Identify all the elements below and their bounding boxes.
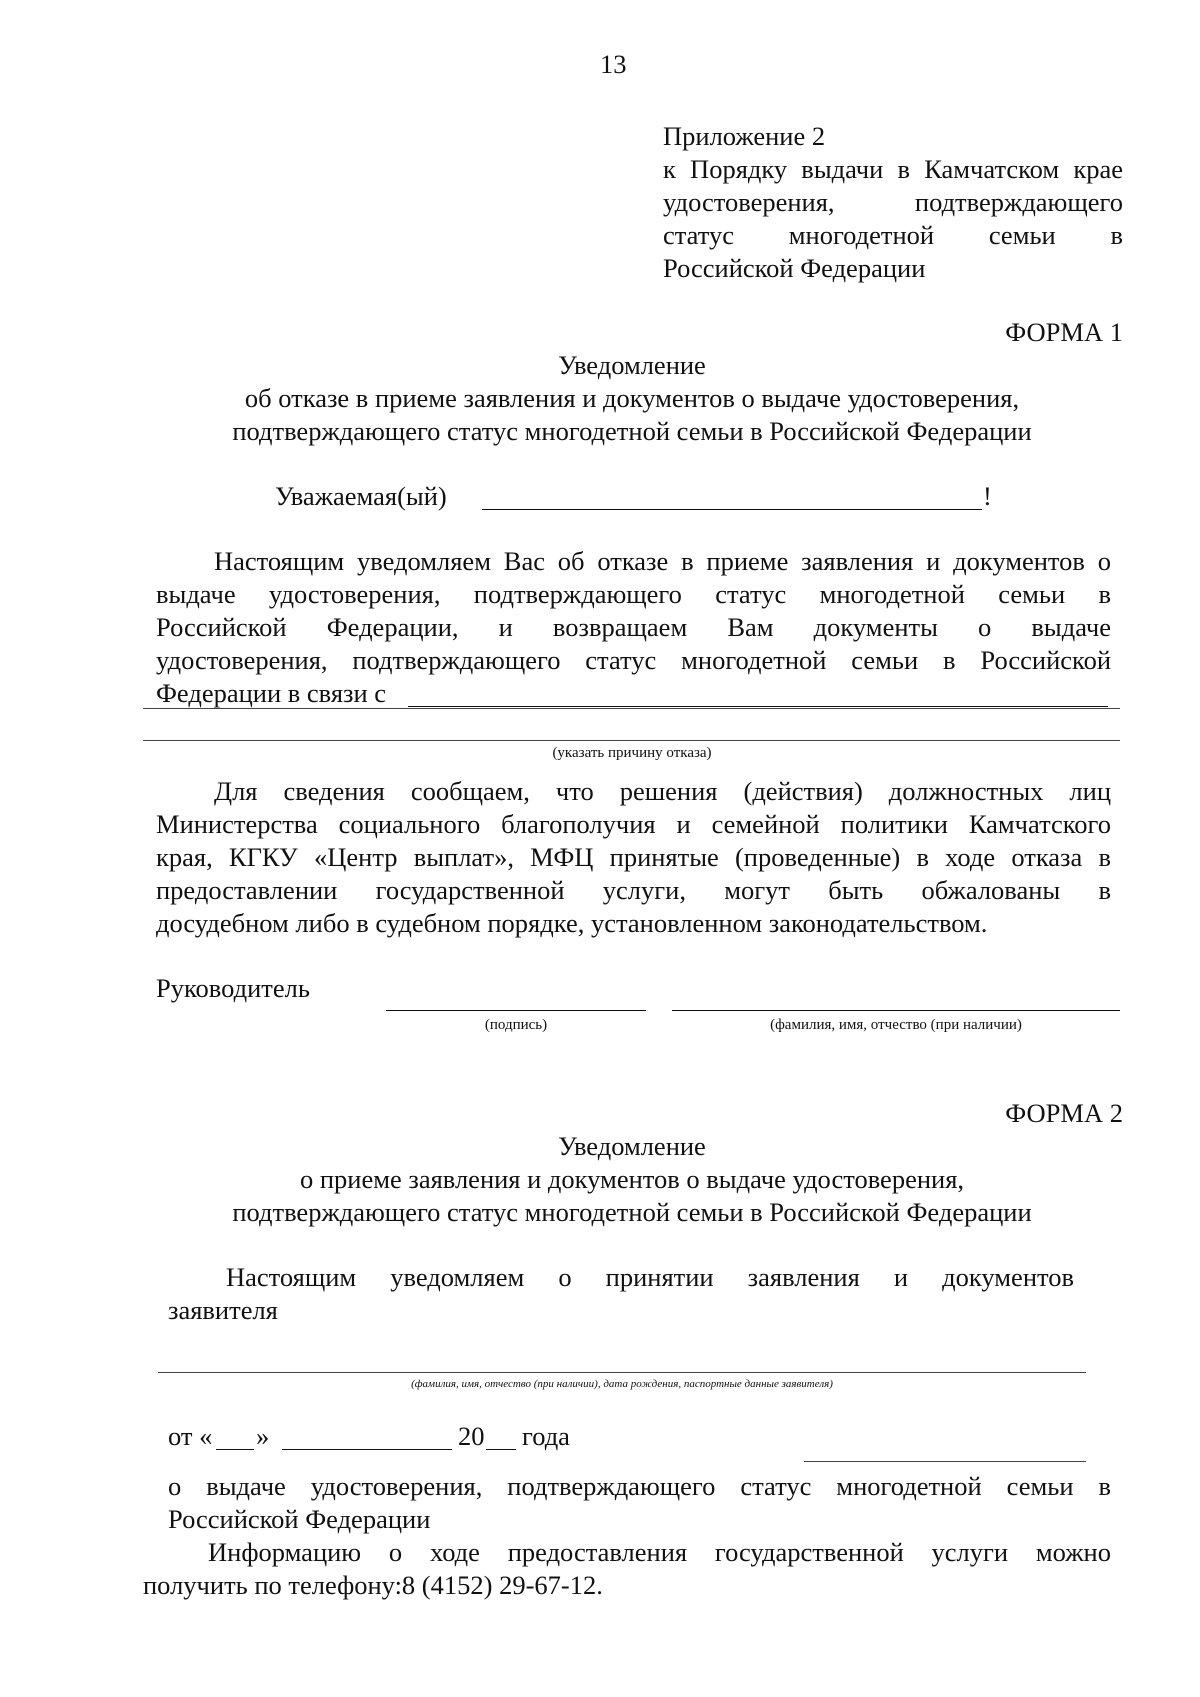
form1-subtitle-2: подтверждающего статус многодетной семьи в Российской Федерации: [232, 416, 1032, 446]
appendix-line-1: к Порядку выдачи в Камчатском крае: [663, 154, 1123, 184]
appendix-title: Приложение 2: [663, 121, 826, 151]
page-number: 13: [600, 49, 627, 79]
greeting-exclamation: !: [983, 481, 992, 511]
head-name-line: [672, 1010, 1120, 1011]
form1-para1-line4: удостоверения, подтверждающего статус многодетной семьи в Российской: [156, 645, 1111, 675]
form2-info-line2: получить по телефону:8 (4152) 29-67-12.: [143, 1570, 603, 1600]
form1-subtitle-1: об отказе в приеме заявления и документов о выдаче удостоверения,: [244, 383, 1020, 413]
form1-para1-line3: Российской Федерации, и возвращаем Вам документы о выдаче: [156, 612, 1111, 642]
form2-info-line1: Информацию о ходе предоставления государственной услуги можно: [208, 1537, 1111, 1567]
appendix-line-3: статус многодетной семьи в: [663, 220, 1123, 250]
registrar-line: [804, 1461, 1086, 1462]
applicant-caption: (фамилия, имя, отчество (при наличии), дата рождения, паспортные данные заявителя): [411, 1378, 833, 1390]
date-year-prefix: 20: [458, 1421, 485, 1451]
form2-subtitle-1: о приеме заявления и документов о выдаче удостоверения,: [299, 1164, 965, 1194]
greeting-label: Уважаемая(ый): [275, 481, 447, 511]
form1-para1-line1: Настоящим уведомляем Вас об отказе в приеме заявления и документов о: [214, 546, 1111, 576]
form1-para2-line3: края, КГКУ «Центр выплат», МФЦ принятые (проведенные) в ходе отказа в: [156, 842, 1111, 872]
appendix-line-4: Российской Федерации: [663, 253, 926, 283]
reason-rule-2: [143, 740, 1120, 741]
appendix-line-2: удостоверения, подтверждающего: [663, 187, 1123, 217]
form1-para2-line5: досудебном либо в судебном порядке, установленном законодательством.: [156, 908, 988, 938]
form2-label: ФОРМА 2: [1005, 1098, 1123, 1128]
form1-para2-line1: Для сведения сообщаем, что решения (действия) должностных лиц: [214, 776, 1111, 806]
form2-subtitle-2: подтверждающего статус многодетной семьи в Российской Федерации: [232, 1197, 1032, 1227]
form1-para2-line2: Министерства социального благополучия и семейной политики Камчатского: [156, 809, 1111, 839]
form2-intro-line2: заявителя: [168, 1295, 278, 1325]
form1-para1-line5: Федерации в связи с: [156, 678, 387, 708]
form1-para1-line2: выдаче удостоверения, подтверждающего статус многодетной семьи в: [156, 579, 1111, 609]
date-month-line: [282, 1449, 452, 1450]
form2-para1-line2: Российской Федерации: [168, 1504, 431, 1534]
form1-para2-line4: предоставлении государственной услуги, могут быть обжалованы в: [156, 875, 1111, 905]
date-year-line: [486, 1449, 516, 1450]
signature-line: [386, 1010, 646, 1011]
reason-line-1: [408, 706, 1108, 707]
date-day-line: [216, 1449, 254, 1450]
date-suffix: года: [522, 1421, 570, 1451]
form2-intro-line1: Настоящим уведомляем о принятии заявления и документов: [226, 1262, 1074, 1292]
head-label: Руководитель: [156, 973, 310, 1003]
head-name-caption: (фамилия, имя, отчество (при наличии): [770, 1017, 1022, 1033]
date-mid: »: [256, 1421, 270, 1451]
form2-title: Уведомление: [558, 1131, 706, 1161]
recipient-name-line: [482, 509, 982, 510]
reason-rule-1: [143, 708, 1120, 709]
reason-caption: (указать причину отказа): [552, 745, 712, 761]
applicant-data-line: [158, 1372, 1086, 1373]
signature-caption: (подпись): [484, 1017, 548, 1033]
date-prefix: от «: [168, 1421, 213, 1451]
form1-title: Уведомление: [558, 350, 706, 380]
form2-para1-line1: о выдаче удостоверения, подтверждающего статус многодетной семьи в: [168, 1471, 1111, 1501]
form1-label: ФОРМА 1: [1005, 317, 1123, 347]
